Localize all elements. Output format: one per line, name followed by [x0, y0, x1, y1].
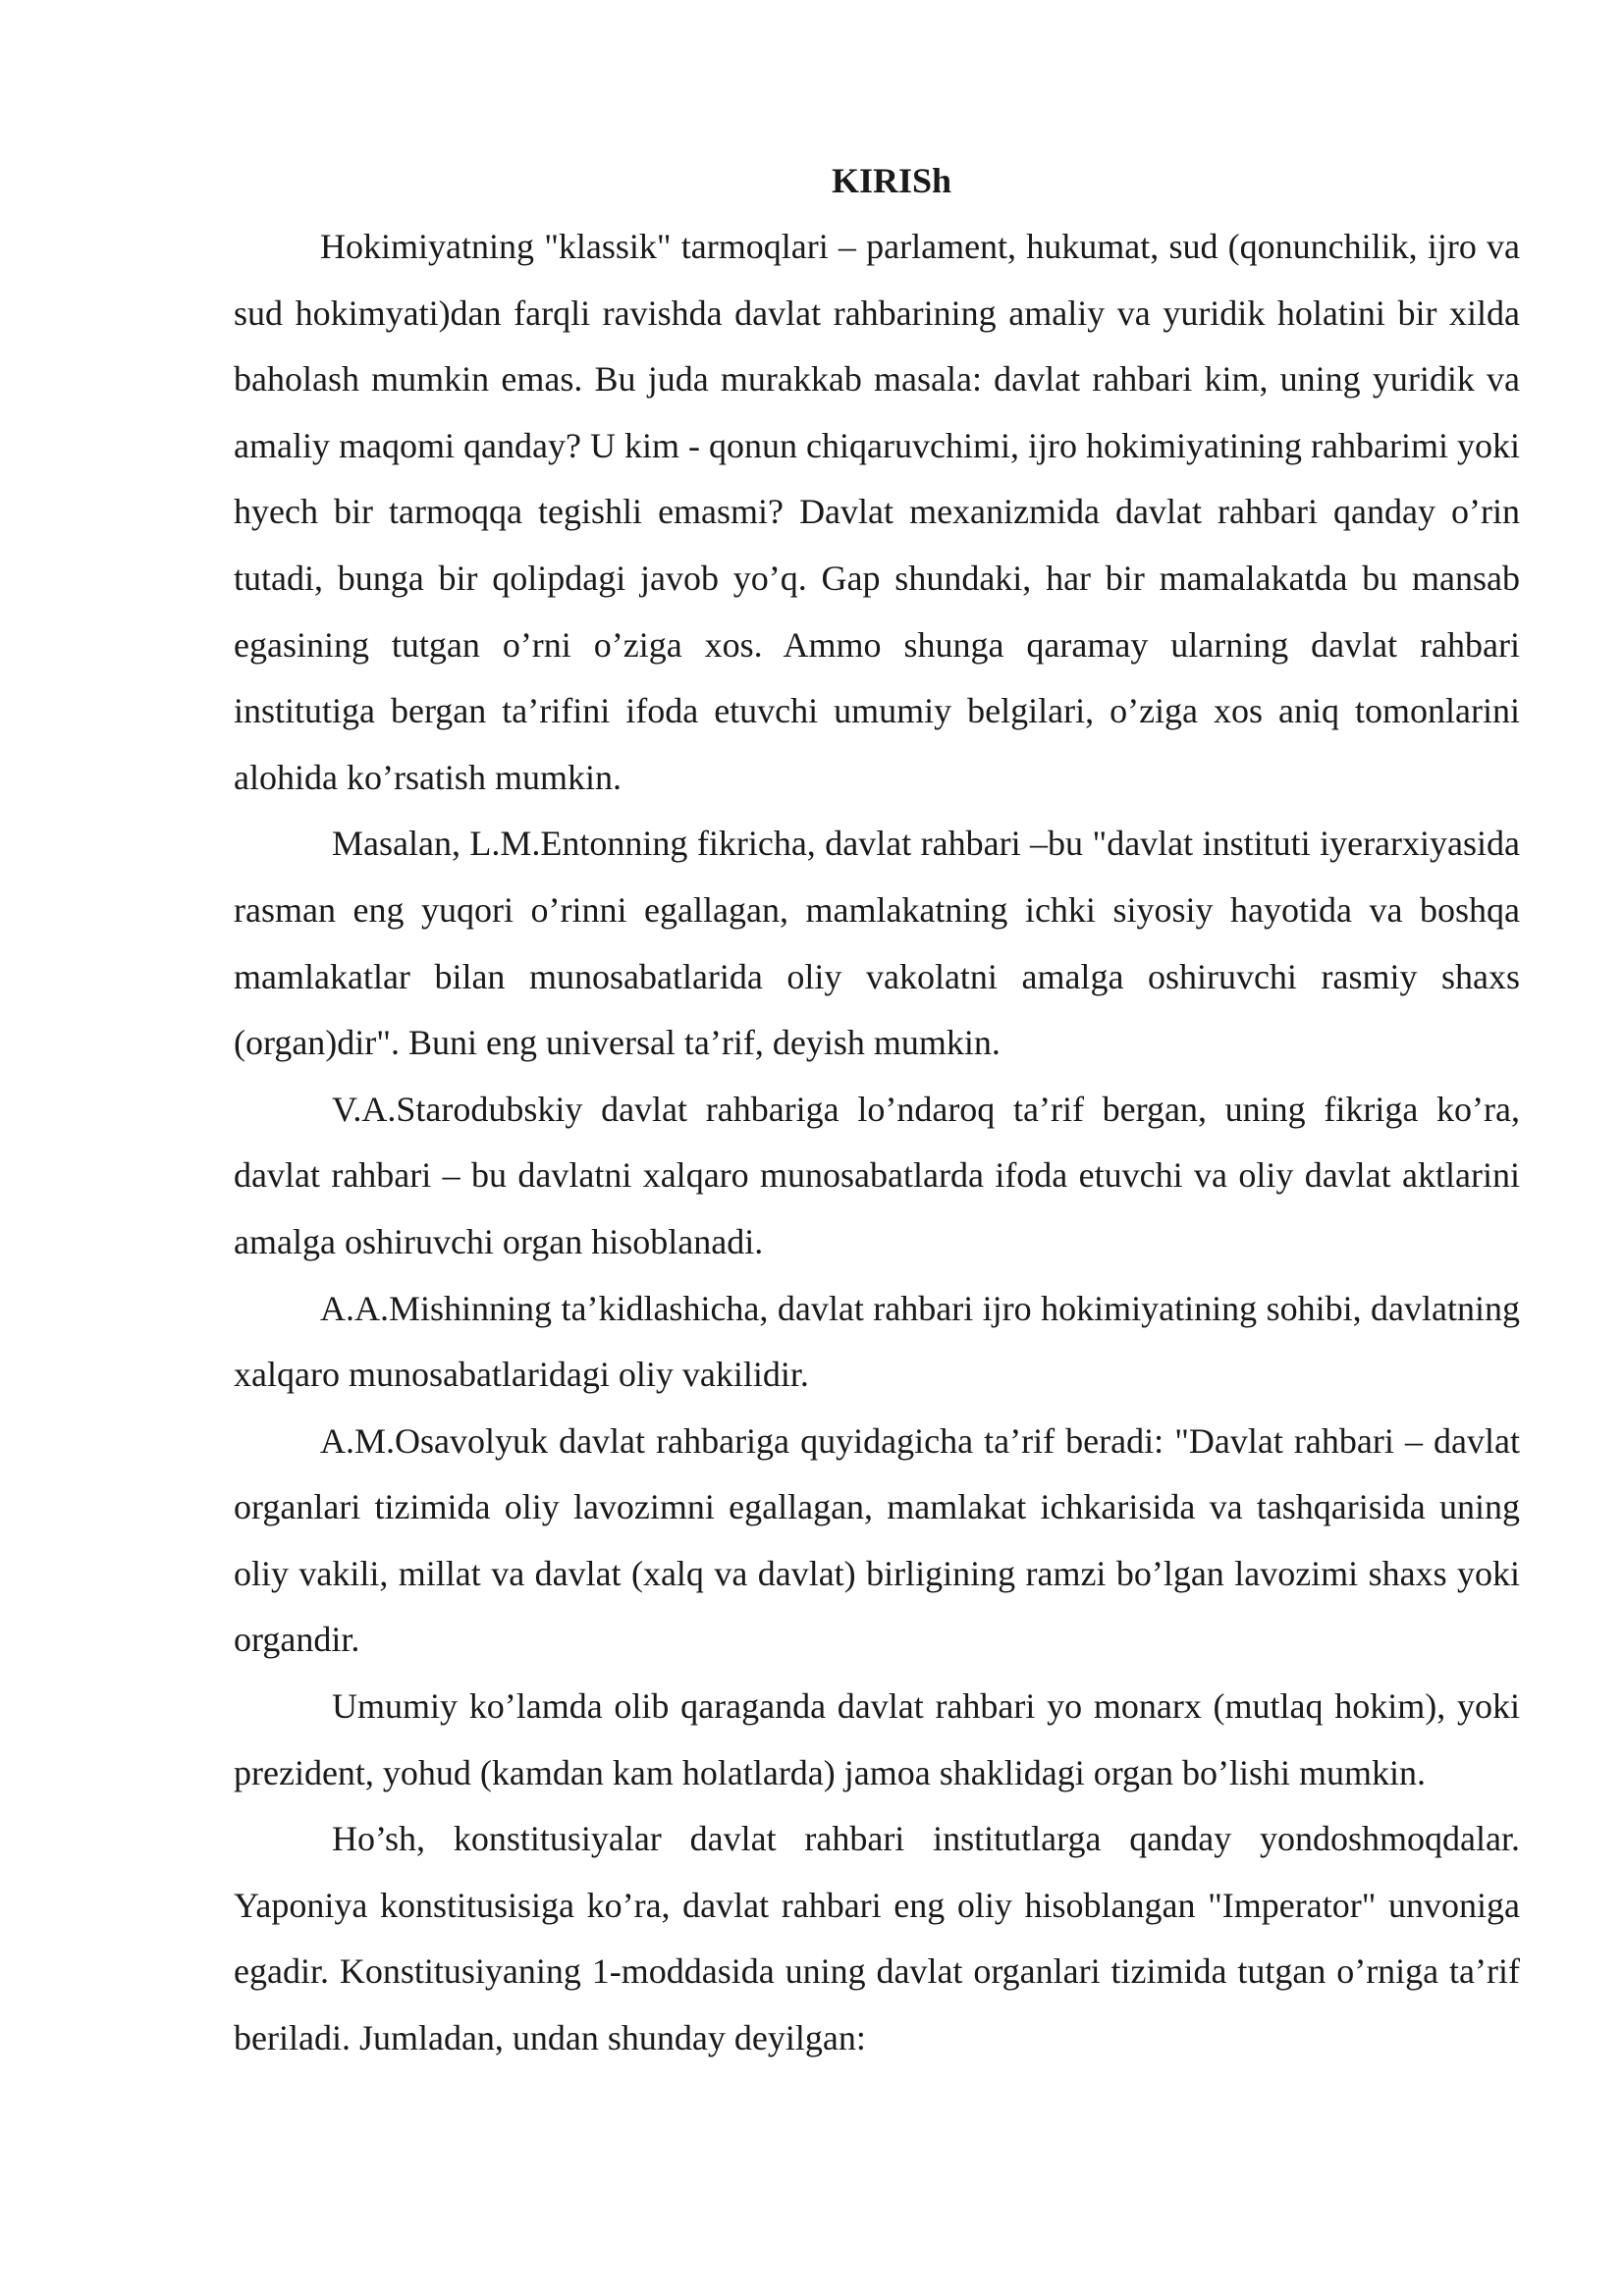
paragraph-starodubskiy: V.A.Starodubskiy davlat rahbariga lo’ndaroq ta’rif bergan, uning fikriga ko’ra, davlat rahbari – bu davlatni xalqaro munosabatlarda ifoda etuvchi va oliy davlat aktlarini amalga oshiruvchi organ hisoblanadi. — [234, 1089, 1520, 1261]
document-page — [234, 147, 1520, 2072]
paragraph-osavolyuk: A.M.Osavolyuk davlat rahbariga quyidagicha ta’rif beradi: "Davlat rahbari – davlat organlari tizimida oliy lavozimni egallagan, mamlakat ichkarisida va tashqarisida uning oliy vakili, millat va davlat (xalq va davlat) birligining ramzi bo’lgan lavozimi shaxs yoki organdir. — [234, 1420, 1520, 1660]
paragraph-intro: Hokimiyatning "klassik" tarmoqlari – parlament, hukumat, sud (qonunchilik, ijro va sud hokimyati)dan farqli ravishda davlat rahbarining amaliy va yuridik holatini bir xilda baholash mumkin emas. Bu juda murakkab masala: davlat rahbari kim, uning yuridik va amaliy maqomi qanday? U kim - qonun chiqaruvchimi, ijro hokimiyatining rahbarimi yoki hyech bir tarmoqqa tegishli emasmi? Davlat mexanizmida davlat rahbari qanday o’rin tutadi, bunga bir qolipdagi javob yo’q. Gap shundaki, har bir mamalakatda bu mansab egasining tutgan o’rni o’ziga xos. Ammo shunga qaramay ularning davlat rahbari institutiga bergan ta’rifini ifoda etuvchi umumiy belgilari, o’ziga xos aniq tomonlarini alohida ko’rsatish mumkin. — [234, 227, 1520, 797]
paragraph-umumiy: Umumiy ko’lamda olib qaraganda davlat rahbari yo monarx (mutlaq hokim), yoki prezident, yohud (kamdan kam holatlarda) jamoa shaklidagi organ bo’lishi mumkin. — [234, 1686, 1520, 1792]
paragraph-mishin: A.A.Mishinning ta’kidlashicha, davlat rahbari ijro hokimiyatining sohibi, davlatning xalqaro munosabatlaridagi oliy vakilidir. — [234, 1288, 1520, 1395]
paragraph-enton: Masalan, L.M.Entonning fikricha, davlat rahbari –bu "davlat instituti iyerarxiyasida rasman eng yuqori o’rinni egallagan, mamlakatning ichki siyosiy hayotida va boshqa mamlakatlar bilan munosabatlarida oliy vakolatni amalga oshiruvchi rasmiy shaxs (organ)dir". Buni eng universal ta’rif, deyish mumkin. — [234, 824, 1520, 1063]
paragraph-konstitusiya: Ho’sh, konstitusiyalar davlat rahbari institutlarga qanday yondoshmoqdalar. Yaponiya konstitusisiga ko’ra, davlat rahbari eng oliy hisoblangan "Imperator" unvoniga egadir. Konstitusiyaning 1-moddasida uning davlat organlari tizimida tutgan o’rniga ta’rif beriladi. Jumladan, undan shunday deyilgan: — [234, 1819, 1520, 2058]
document-title: KIRISh — [831, 161, 952, 200]
